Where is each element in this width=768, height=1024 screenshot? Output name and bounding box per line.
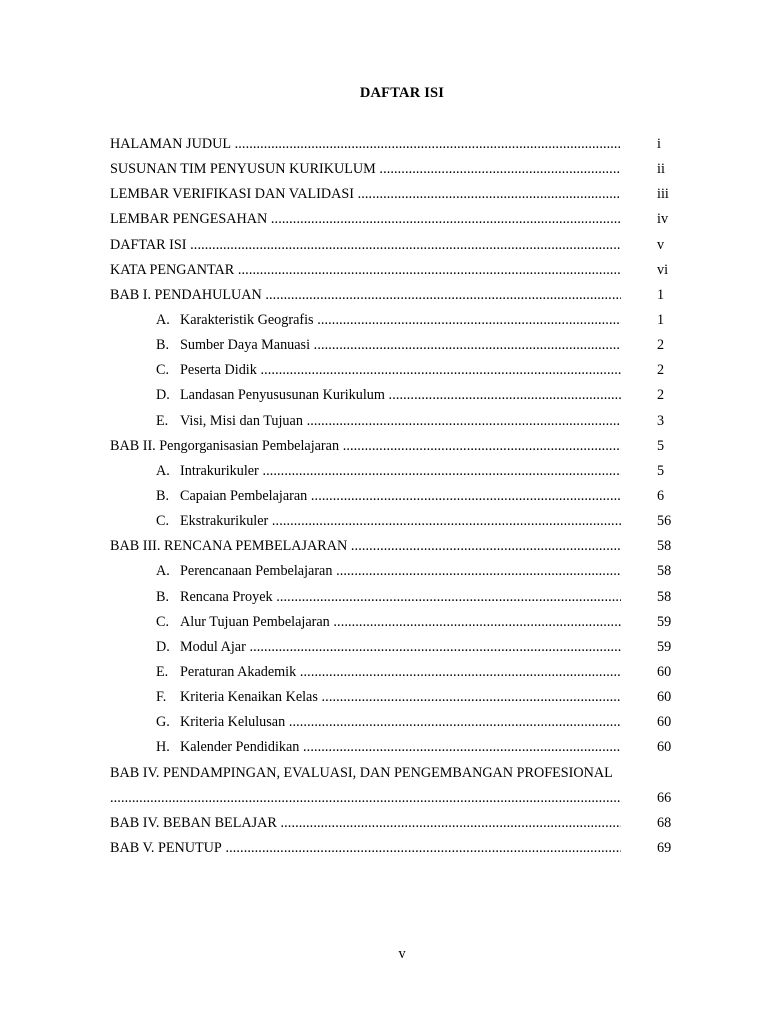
toc-entry-label: Peraturan Akademik	[180, 663, 297, 680]
toc-entry-marker: H.	[156, 739, 170, 756]
toc-entry-label: HALAMAN JUDUL .....	[110, 134, 621, 154]
toc-row-bab-3-f[interactable]	[0, 687, 768, 712]
toc-row-bab-4-pendampingan-cont[interactable]	[0, 788, 768, 813]
table-of-contents	[0, 134, 768, 863]
toc-page-number: i	[657, 136, 661, 152]
toc-row-bab-4-pendampingan[interactable]	[0, 763, 768, 788]
toc-row-bab-3-d[interactable]	[0, 637, 768, 662]
toc-row-bab-3-h[interactable]	[0, 737, 768, 762]
page-number: v	[398, 946, 406, 962]
toc-page-number: 1	[657, 286, 665, 303]
toc-entry-label: Visi, Misi dan Tujuan	[180, 412, 303, 429]
toc-entry-marker: A.	[156, 311, 170, 328]
toc-page-number: 60	[657, 689, 672, 706]
toc-entry-label: LEMBAR VERIFIKASI DAN VALIDASI .....	[110, 184, 621, 204]
toc-entry-label: BAB IV. BEBAN BELAJAR .....	[110, 813, 621, 833]
toc-entry-label: BAB IV. PENDAMPINGAN, EVALUASI, DAN PENGEMBANGAN PROFESIONAL	[110, 764, 613, 781]
toc-entry	[156, 737, 621, 757]
toc-page-number: 2	[657, 362, 665, 379]
toc-entry-marker: E.	[156, 663, 169, 680]
toc-row-bab-2-a[interactable]	[0, 461, 768, 486]
toc-row-lembar-pengesahan[interactable]	[0, 209, 768, 234]
toc-page-number: 2	[657, 337, 665, 354]
toc-entry	[156, 561, 621, 581]
toc-entry-marker: G.	[156, 714, 170, 731]
toc-row-bab-1-c[interactable]	[0, 360, 768, 385]
toc-row-susunan-tim[interactable]	[0, 159, 768, 184]
toc-entry	[156, 662, 621, 682]
toc-row-bab-3[interactable]	[0, 536, 768, 561]
toc-entry-marker: D.	[156, 387, 170, 404]
toc-entry-label: Kriteria Kenaikan Kelas	[180, 689, 318, 706]
toc-page-number: 59	[657, 638, 672, 655]
toc-entry-label: LEMBAR PENGESAHAN .....	[110, 209, 621, 229]
toc-row-bab-2-b[interactable]	[0, 486, 768, 511]
toc-row-bab-1-a[interactable]	[0, 310, 768, 335]
toc-row-daftar-isi[interactable]	[0, 235, 768, 260]
toc-entry	[156, 310, 621, 330]
toc-page-number: 1	[657, 311, 665, 328]
toc-entry-marker: E.	[156, 412, 169, 429]
toc-row-bab-2[interactable]	[0, 436, 768, 461]
toc-entry-label: Alur Tujuan Pembelajaran	[180, 613, 330, 630]
toc-entry-label: KATA PENGANTAR .....	[110, 260, 621, 280]
toc-row-bab-1-e[interactable]	[0, 411, 768, 436]
toc-entry-label: Capaian Pembelajaran	[180, 487, 308, 504]
toc-row-bab-2-c[interactable]	[0, 511, 768, 536]
toc-entry-marker: F.	[156, 689, 167, 706]
toc-row-bab-3-a[interactable]	[0, 561, 768, 586]
toc-entry-marker: A.	[156, 563, 170, 580]
toc-entry-label: BAB V. PENUTUP .....	[110, 838, 621, 858]
toc-page-number: 5	[657, 437, 665, 454]
toc-entry-label: Sumber Daya Manuasi	[180, 337, 311, 354]
toc-page-number: 58	[657, 588, 672, 605]
toc-row-bab-1[interactable]	[0, 285, 768, 310]
toc-entry-label: BAB II. Pengorganisasian Pembelajaran .....	[110, 436, 621, 456]
toc-page-number: iv	[657, 211, 669, 228]
toc-row-bab-3-b[interactable]	[0, 587, 768, 612]
toc-entry	[156, 360, 621, 380]
toc-entry-label: Peserta Didik	[180, 362, 257, 379]
toc-entry-label: BAB III. RENCANA PEMBELAJARAN .....	[110, 536, 621, 556]
toc-entry	[156, 712, 621, 732]
toc-entry-label: Kriteria Kelulusan	[180, 714, 286, 731]
toc-entry-label: Karakteristik Geografis	[180, 311, 314, 328]
toc-page-number: 6	[657, 487, 665, 504]
toc-entry-marker: C.	[156, 513, 170, 530]
toc-row-bab-1-d[interactable]	[0, 385, 768, 410]
toc-page-number: 66	[657, 789, 672, 806]
toc-entry	[156, 411, 621, 431]
document-title: DAFTAR ISI	[359, 85, 445, 101]
toc-page-number: 58	[657, 563, 672, 580]
toc-row-kata-pengantar[interactable]	[0, 260, 768, 285]
toc-entry	[156, 385, 621, 405]
toc-row-bab-4-beban[interactable]	[0, 813, 768, 838]
toc-row-bab-5[interactable]	[0, 838, 768, 863]
toc-entry-label: Perencanaan Pembelajaran	[180, 563, 333, 580]
toc-row-bab-3-c[interactable]	[0, 612, 768, 637]
toc-entry-label: Rencana Proyek	[180, 588, 273, 605]
toc-entry-marker: C.	[156, 613, 170, 630]
toc-entry	[156, 637, 621, 657]
toc-entry-marker: A.	[156, 462, 170, 479]
toc-entry	[156, 461, 621, 481]
toc-entry-label: Ekstrakurikuler	[180, 513, 269, 530]
toc-page-number: 3	[657, 412, 665, 429]
toc-page-number: 2	[657, 387, 665, 404]
toc-page-number: 58	[657, 538, 672, 555]
toc-page-number: 68	[657, 814, 672, 831]
toc-entry-marker: C.	[156, 362, 170, 379]
toc-entry	[156, 511, 621, 531]
toc-entry-label: Kalender Pendidikan	[180, 739, 300, 756]
toc-page-number: 60	[657, 663, 672, 680]
toc-entry	[156, 335, 621, 355]
toc-entry-marker: B.	[156, 487, 170, 504]
toc-entry-label: DAFTAR ISI .....	[110, 235, 621, 255]
toc-page-number: ii	[657, 161, 665, 178]
toc-entry-label: Modul Ajar	[180, 638, 246, 655]
toc-entry	[156, 486, 621, 506]
toc-row-bab-1-b[interactable]	[0, 335, 768, 360]
toc-entry	[156, 612, 621, 632]
toc-entry-marker: D.	[156, 638, 170, 655]
toc-page-number: 60	[657, 739, 672, 756]
toc-page-number: 60	[657, 714, 672, 731]
toc-row-lembar-verifikasi[interactable]	[0, 184, 768, 209]
toc-entry-marker: B.	[156, 337, 170, 354]
toc-page-number: vi	[657, 261, 669, 278]
toc-entry-label: Landasan Penyususunan Kurikulum	[180, 387, 385, 404]
toc-row-halaman-judul[interactable]	[0, 134, 768, 159]
toc-entry-label: SUSUNAN TIM PENYUSUN KURIKULUM .....	[110, 159, 621, 179]
toc-entry-label: Intrakurikuler	[180, 462, 259, 479]
toc-page-number: iii	[657, 186, 669, 203]
toc-entry-marker: B.	[156, 588, 170, 605]
toc-entry	[156, 687, 621, 707]
toc-page-number: 59	[657, 613, 672, 630]
toc-page-number: 56	[657, 513, 672, 530]
toc-row-bab-3-e[interactable]	[0, 662, 768, 687]
toc-page-number: 69	[657, 839, 672, 856]
toc-page-number: v	[657, 236, 665, 253]
toc-page-number: 5	[657, 462, 665, 479]
toc-row-bab-3-g[interactable]	[0, 712, 768, 737]
toc-entry-label: BAB I. PENDAHULUAN .....	[110, 285, 621, 305]
toc-entry	[156, 587, 621, 607]
toc-entry-label	[110, 788, 621, 808]
